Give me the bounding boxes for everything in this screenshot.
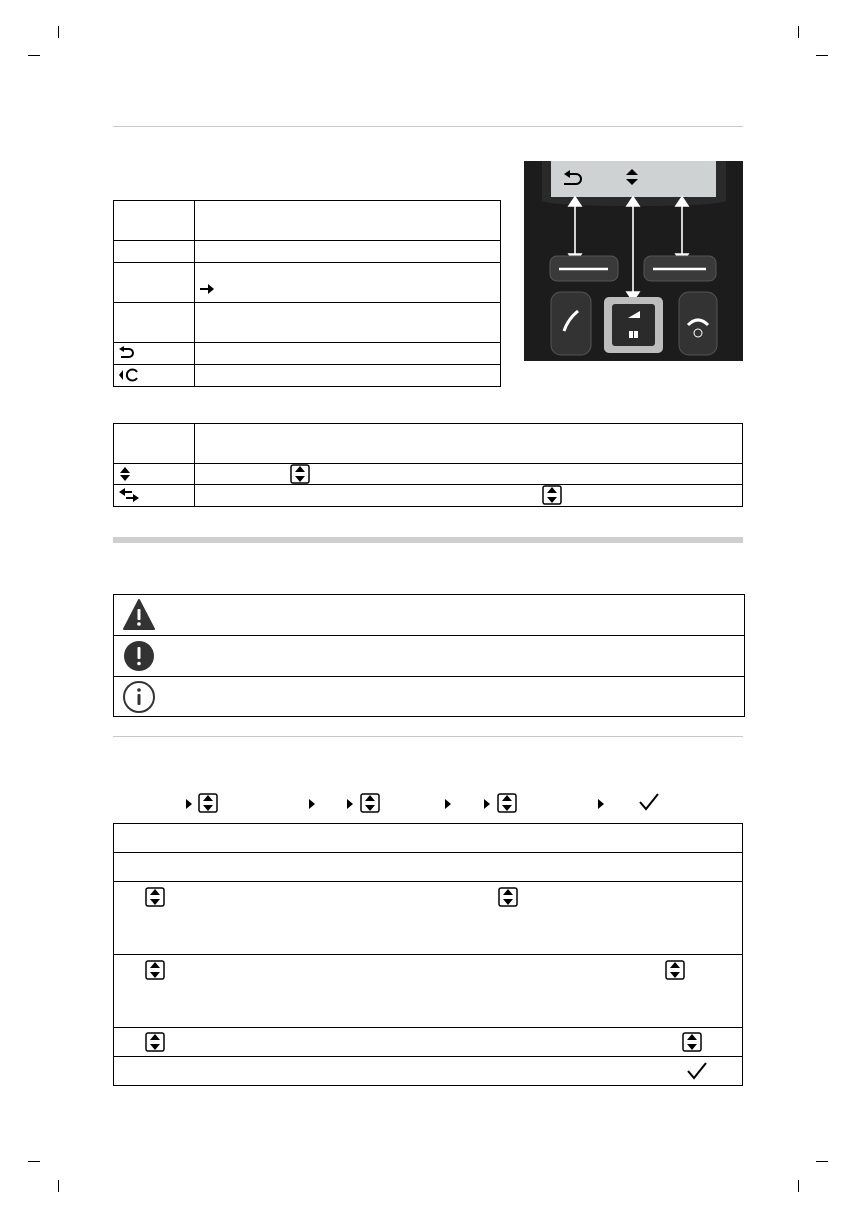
nav-key-icon — [496, 792, 518, 814]
crop-mark — [816, 1161, 828, 1162]
table-row — [114, 1057, 743, 1086]
table-row — [114, 485, 743, 507]
nav-key-icon — [664, 959, 686, 981]
right-arrow-icon — [199, 283, 215, 295]
right-triangle-icon — [186, 799, 192, 809]
nav-key-icon — [289, 463, 311, 485]
table-row — [114, 424, 743, 464]
delete-c-icon — [118, 368, 140, 382]
table-row — [114, 241, 501, 263]
up-down-arrows-icon — [118, 466, 132, 482]
nav-key-icon — [359, 792, 381, 814]
nav-key-icon — [497, 886, 519, 908]
nav-key-icon — [144, 1031, 166, 1053]
nav-key-icon — [197, 792, 219, 814]
warning-triangle-icon — [122, 598, 156, 632]
right-triangle-icon — [445, 799, 451, 809]
table-row — [114, 201, 501, 241]
nav-key-icon — [144, 959, 166, 981]
crop-mark — [28, 1161, 40, 1162]
navigation-symbol-table — [113, 423, 743, 507]
table-row — [114, 1028, 743, 1057]
crop-mark — [816, 55, 828, 56]
nav-key-icon — [541, 484, 563, 506]
checkmark-icon — [686, 1061, 708, 1081]
right-triangle-icon — [598, 799, 604, 809]
notice-row-important — [114, 636, 744, 677]
table-row — [114, 343, 501, 365]
right-triangle-icon — [347, 799, 353, 809]
nav-key-icon — [144, 886, 166, 908]
procedure-path — [113, 792, 743, 818]
phone-illustration — [524, 161, 743, 361]
table-row — [114, 365, 501, 387]
back-arrow-icon — [118, 346, 134, 360]
section-rule-middle — [113, 736, 743, 737]
end-key[interactable] — [679, 292, 717, 355]
table-row — [114, 955, 743, 1028]
table-row — [114, 824, 743, 853]
table-row — [114, 464, 743, 485]
procedure-table — [113, 823, 743, 1086]
crop-mark — [58, 1180, 59, 1192]
nav-key-icon — [681, 1031, 703, 1053]
table-row — [114, 853, 743, 882]
crop-mark — [58, 26, 59, 38]
section-rule-top — [113, 126, 743, 127]
talk-key[interactable] — [551, 292, 591, 355]
right-triangle-icon — [309, 799, 315, 809]
left-right-arrows-icon — [118, 487, 140, 503]
table-row — [114, 303, 501, 343]
notice-box — [113, 594, 745, 717]
right-triangle-icon — [484, 799, 490, 809]
softkey-symbol-table — [113, 200, 501, 387]
exclamation-circle-icon — [122, 639, 156, 673]
checkmark-icon — [638, 792, 660, 812]
notice-row-warning — [114, 595, 744, 636]
crop-mark — [798, 1180, 799, 1192]
table-row — [114, 882, 743, 955]
crop-mark — [798, 26, 799, 38]
info-circle-icon — [122, 680, 156, 714]
section-rule-thick — [113, 537, 743, 543]
table-row — [114, 263, 501, 303]
crop-mark — [28, 55, 40, 56]
notice-row-info — [114, 677, 744, 717]
